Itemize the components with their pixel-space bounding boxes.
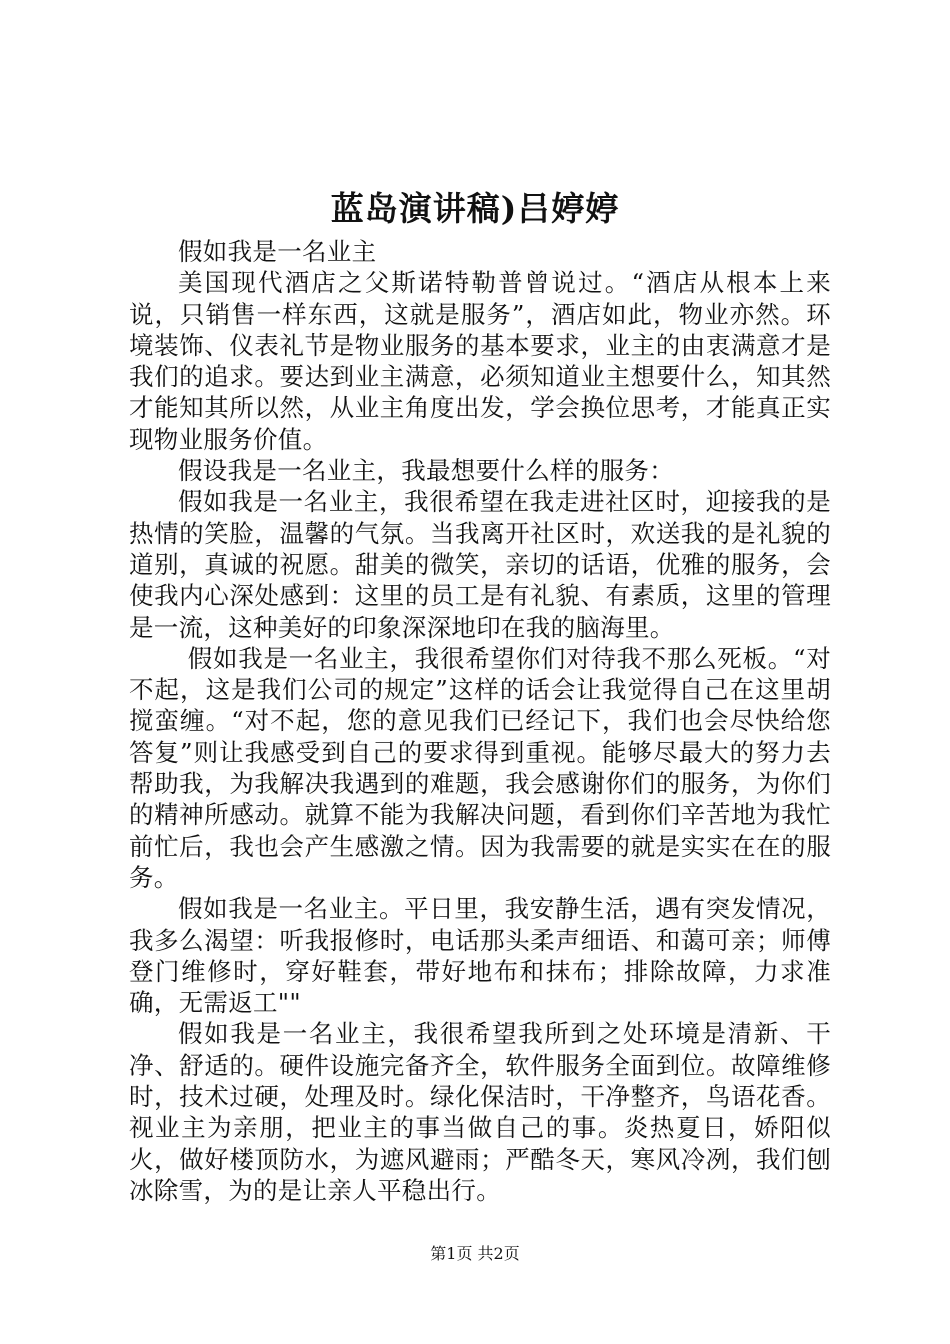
- paragraph: 假如我是一名业主，我很希望在我走进社区时，迎接我的是热情的笑脸，温馨的气氛。当我离开社区时，欢送我的是礼貌的道别，真诚的祝愿。甜美的微笑，亲切的话语，优雅的服务，会使我内心深处感到：这里的员工是有礼貌、有素质，这里的管理是一流，这种美好的印象深深地印在我的脑海里。: [129, 487, 831, 642]
- paragraph: 美国现代酒店之父斯诺特勒普曾说过。“酒店从根本上来说，只销售一样东西，这就是服务”，酒店如此，物业亦然。环境装饰、仪表礼节是物业服务的基本要求，业主的由衷满意才是我们的追求。要达到业主满意，必须知道业主想要什么，知其然才能知其所以然，从业主角度出发，学会换位思考，才能真正实现物业服务价值。: [129, 268, 831, 454]
- paragraph: 假如我是一名业主。平日里，我安静生活，遇有突发情况，我多么渴望：听我报修时，电话那头柔声细语、和蔼可亲；师傅登门维修时，穿好鞋套，带好地布和抹布；排除故障，力求准确，无需返工"": [129, 894, 831, 1018]
- document-title: 蓝岛演讲稿)吕婷婷: [330, 189, 620, 228]
- document-body: [129, 236, 831, 1206]
- paragraph: 假如我是一名业主: [178, 237, 377, 266]
- paragraph: 假设我是一名业主，我最想要什么样的服务：: [178, 456, 674, 486]
- page-footer: 第1页 共2页: [430, 1244, 520, 1263]
- paragraph: 假如我是一名业主，我很希望我所到之处环境是清新、干净、舒适的。硬件设施完备齐全，软件服务全面到位。故障维修时，技术过硬，处理及时。绿化保洁时，干净整齐，鸟语花香。视业主为亲朋，把业主的事当做自己的事。炎热夏日，娇阳似火，做好楼顶防水，为遮风避雨；严酷冬天，寒风冷冽，我们刨冰除雪，为的是让亲人平稳出行。: [129, 1019, 831, 1205]
- paragraph: 假如我是一名业主，我很希望你们对待我不那么死板。“对不起，这是我们公司的规定”这样的话会让我觉得自己在这里胡搅蛮缠。“对不起，您的意见我们已经记下，我们也会尽快给您答复”则让我感受到自己的要求得到重视。能够尽最大的努力去帮助我，为我解决我遇到的难题，我会感谢你们的服务，为你们的精神所感动。就算不能为我解决问题，看到你们辛苦地为我忙前忙后，我也会产生感激之情。因为我需要的就是实实在在的服务。: [129, 643, 832, 892]
